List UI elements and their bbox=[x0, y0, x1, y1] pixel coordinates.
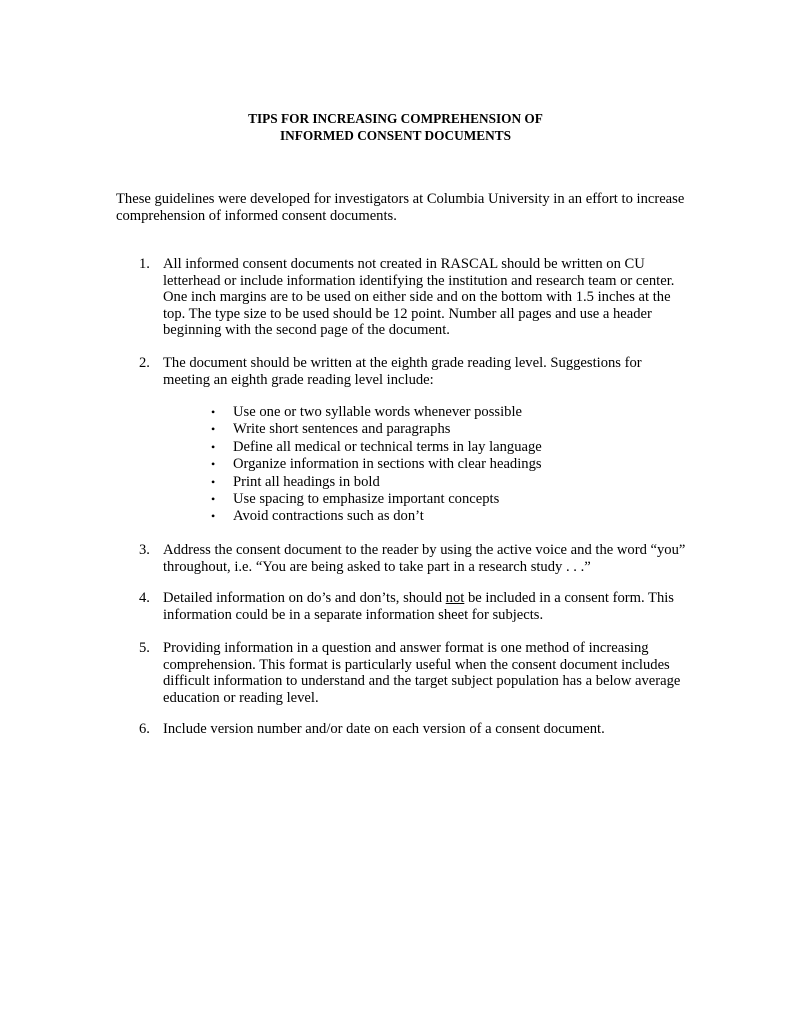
item-text bbox=[163, 721, 723, 738]
item-line-segment: Detailed information on do’s and don’ts, should bbox=[163, 590, 446, 606]
bullet-list bbox=[0, 404, 791, 526]
bullet-icon: • bbox=[211, 474, 216, 489]
item-number: 5. bbox=[139, 640, 150, 656]
item-text bbox=[163, 640, 723, 706]
item-line: meeting an eighth grade reading level include: bbox=[163, 371, 434, 388]
intro-paragraph bbox=[116, 191, 686, 224]
bullet-text: Print all headings in bold bbox=[233, 473, 380, 490]
item-line: The document should be written at the eighth grade reading level. Suggestions for bbox=[163, 355, 642, 371]
bullet-icon: • bbox=[211, 509, 216, 524]
item-line: education or reading level. bbox=[163, 689, 319, 706]
bullet-item bbox=[0, 421, 791, 438]
item-line: Providing information in a question and answer format is one method of increasing bbox=[163, 640, 649, 656]
bullet-icon: • bbox=[211, 457, 216, 472]
bullet-item bbox=[0, 491, 791, 508]
item-text bbox=[163, 542, 723, 575]
bullet-item bbox=[0, 404, 791, 421]
item-line: beginning with the second page of the document. bbox=[163, 322, 450, 339]
bullet-icon: • bbox=[211, 405, 216, 419]
bullet-text: Organize information in sections with clear headings bbox=[233, 456, 542, 473]
bullet-text: Write short sentences and paragraphs bbox=[233, 421, 451, 438]
bullet-text: Define all medical or technical terms in lay language bbox=[233, 438, 542, 455]
bullet-item bbox=[0, 508, 791, 525]
item-number: 2. bbox=[139, 355, 150, 371]
item-text bbox=[163, 590, 723, 623]
item-number: 4. bbox=[139, 590, 150, 606]
bullet-icon: • bbox=[211, 439, 216, 454]
document-title bbox=[0, 110, 791, 144]
item-number: 6. bbox=[139, 721, 150, 737]
item-line-segment: be included in a consent form. This bbox=[464, 590, 674, 606]
item-text bbox=[163, 355, 723, 388]
item-line: letterhead or include information identifying the institution and research team or center. bbox=[163, 272, 675, 289]
item-line: information could be in a separate information sheet for subjects. bbox=[163, 606, 544, 623]
bullet-icon: • bbox=[211, 422, 216, 437]
item-line: Address the consent document to the reader by using the active voice and the word “you” bbox=[163, 542, 686, 558]
item-line: One inch margins are to be used on either side and on the bottom with 1.5 inches at the bbox=[163, 289, 671, 306]
bullet-icon: • bbox=[211, 491, 216, 506]
intro-line-1: These guidelines were developed for investigators at Columbia University in an effort to increase bbox=[116, 191, 685, 207]
item-number: 3. bbox=[139, 542, 150, 558]
bullet-item bbox=[0, 474, 791, 491]
title-line-2: INFORMED CONSENT DOCUMENTS bbox=[280, 128, 511, 143]
item-line: comprehension. This format is particularly useful when the consent document includes bbox=[163, 656, 670, 673]
item-line: throughout, i.e. “You are being asked to take part in a research study . . .” bbox=[163, 558, 591, 575]
bullet-item bbox=[0, 456, 791, 473]
underlined-emphasis: not bbox=[445, 590, 465, 606]
bullet-text: Use one or two syllable words whenever possible bbox=[233, 404, 522, 420]
bullet-text: Avoid contractions such as don’t bbox=[233, 508, 424, 525]
intro-line-2: comprehension of informed consent documents. bbox=[116, 207, 397, 224]
item-text bbox=[163, 256, 723, 339]
item-line: Include version number and/or date on each version of a consent document. bbox=[163, 721, 605, 737]
item-line bbox=[163, 590, 723, 607]
bullet-item bbox=[0, 439, 791, 456]
item-line: All informed consent documents not created in RASCAL should be written on CU bbox=[163, 256, 645, 272]
bullet-text: Use spacing to emphasize important concepts bbox=[233, 490, 500, 507]
item-line: top. The type size to be used should be 12 point. Number all pages and use a header bbox=[163, 305, 652, 322]
title-line-1: TIPS FOR INCREASING COMPREHENSION OF bbox=[248, 111, 543, 126]
item-number: 1. bbox=[139, 256, 150, 272]
item-line: difficult information to understand and the target subject population has a below average bbox=[163, 673, 681, 690]
